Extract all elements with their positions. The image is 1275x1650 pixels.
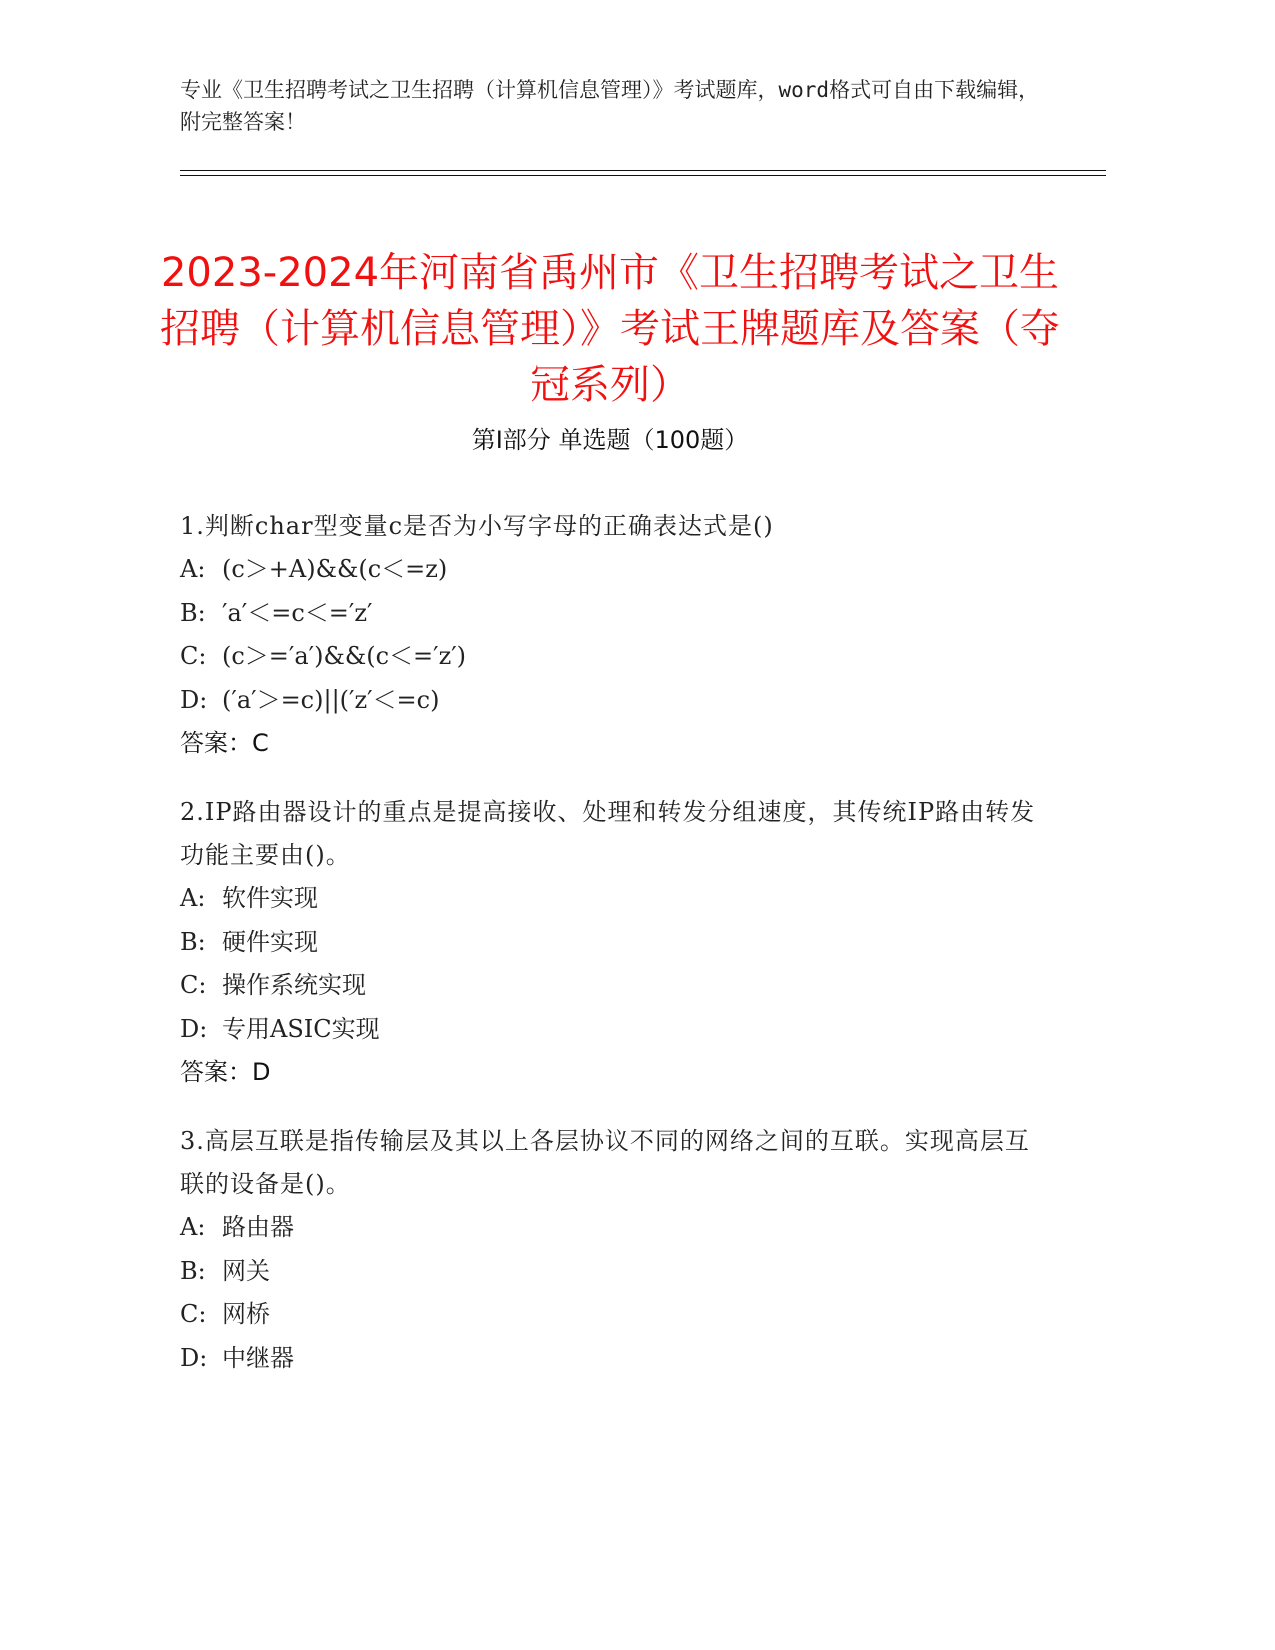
option-c <box>180 635 1040 679</box>
option-text: 操作系统实现 <box>222 971 366 999</box>
option-text: 软件实现 <box>222 884 318 912</box>
question-list <box>180 505 1040 1406</box>
question-2 <box>180 791 1040 1094</box>
option-key: A: <box>180 884 206 912</box>
option-text: (c＞+A)&&(c＜=z) <box>222 555 448 583</box>
option-key: B: <box>180 598 206 627</box>
option-key: A: <box>180 555 206 583</box>
document-title: 2023-2024年河南省禹州市《卫生招聘考试之卫生招聘（计算机信息管理）》考试王牌题库及答案（夺冠系列） <box>160 249 1060 408</box>
question-stem: 2.IP路由器设计的重点是提高接收、处理和转发分组速度，其传统IP路由转发功能主要由()。 <box>180 798 1036 869</box>
option-c <box>180 964 1040 1008</box>
question-1 <box>180 505 1040 765</box>
header-divider-top <box>180 170 1106 171</box>
option-a <box>180 548 1040 592</box>
option-d <box>180 1337 1040 1381</box>
answer-line: 答案：D <box>180 1058 271 1086</box>
option-key: B: <box>180 927 206 956</box>
option-key: C: <box>180 971 207 999</box>
option-b <box>180 592 1040 636</box>
option-text: (c＞=′a′)&&(c＜=′z′) <box>222 642 467 670</box>
option-key: D: <box>180 685 208 714</box>
option-c <box>180 1293 1040 1337</box>
option-a <box>180 1206 1040 1250</box>
option-d <box>180 679 1040 723</box>
answer-line: 答案：C <box>180 729 269 757</box>
option-text: 路由器 <box>222 1213 294 1241</box>
option-key: A: <box>180 1213 206 1241</box>
section-heading: 第Ⅰ部分 单选题（100题） <box>471 426 749 454</box>
question-stem: 3.高层互联是指传输层及其以上各层协议不同的网络之间的互联。实现高层互联的设备是()。 <box>180 1127 1030 1198</box>
header-divider-bottom <box>180 175 1106 176</box>
intro-text: 专业《卫生招聘考试之卫生招聘（计算机信息管理）》考试题库，word格式可自由下载编辑，附完整答案！ <box>180 78 1040 134</box>
option-key: B: <box>180 1256 206 1285</box>
option-text: 网关 <box>222 1256 270 1285</box>
option-key: D: <box>180 1014 208 1043</box>
option-key: C: <box>180 1300 207 1328</box>
option-key: C: <box>180 642 207 670</box>
option-text: 网桥 <box>222 1300 270 1328</box>
option-text: 中继器 <box>222 1343 294 1372</box>
option-text: 专用ASIC实现 <box>222 1014 380 1043</box>
option-text: (′a′＞=c)||(′z′＜=c) <box>222 685 440 714</box>
option-b <box>180 921 1040 965</box>
question-stem: 1.判断char型变量c是否为小写字母的正确表达式是() <box>180 512 774 540</box>
option-b <box>180 1250 1040 1294</box>
option-d <box>180 1008 1040 1052</box>
option-a <box>180 877 1040 921</box>
option-text: 硬件实现 <box>222 927 318 956</box>
option-key: D: <box>180 1343 208 1372</box>
option-text: ′a′＜=c＜=′z′ <box>222 598 373 627</box>
question-3 <box>180 1120 1040 1380</box>
